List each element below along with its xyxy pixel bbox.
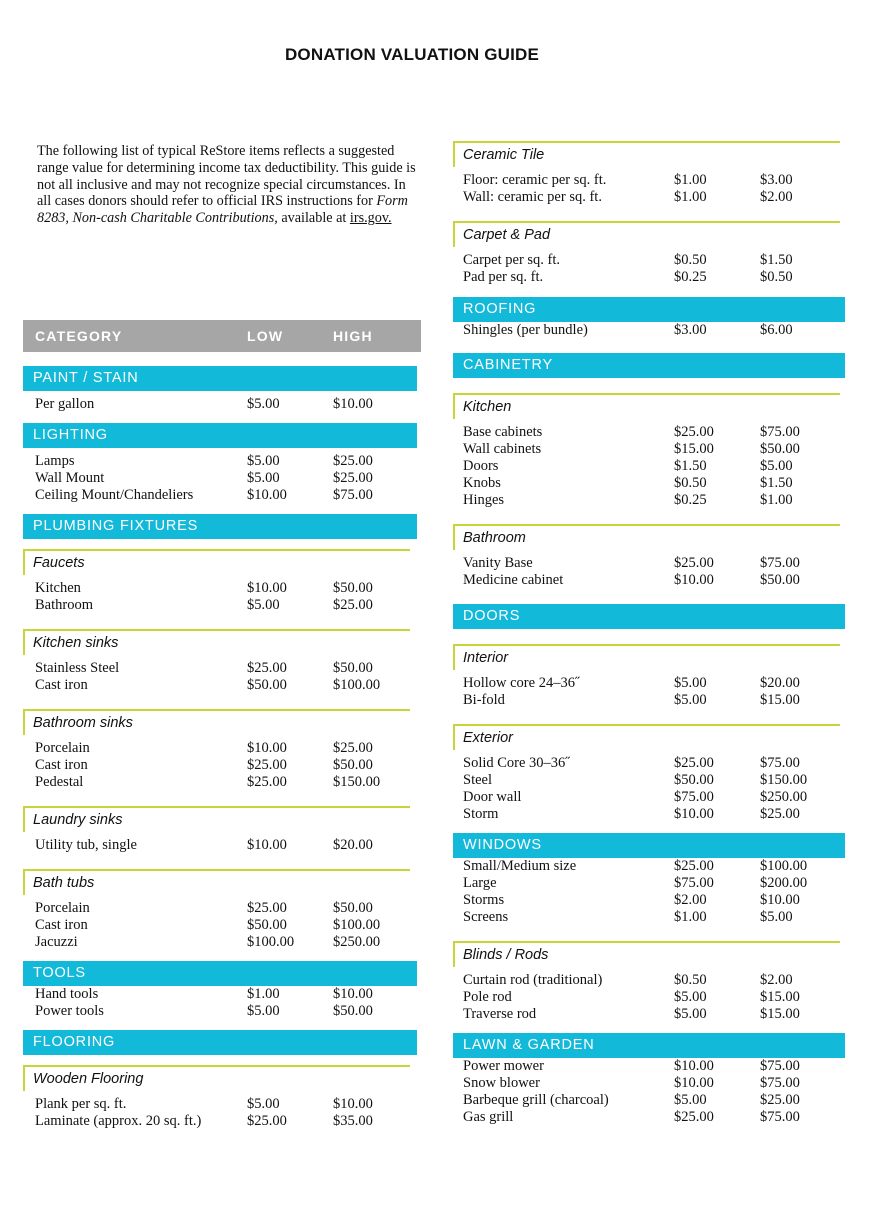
table-header: [23, 320, 421, 352]
item-high-value: $50.00: [760, 572, 800, 588]
subcategory-bathroom-sinks: Bathroom sinks: [23, 709, 410, 735]
subcategory-laundry-sinks: Laundry sinks: [23, 806, 410, 832]
item-high-value: $75.00: [760, 755, 800, 771]
item-row: [23, 1113, 417, 1130]
item-row: [23, 660, 417, 677]
item-low-value: $50.00: [247, 917, 287, 933]
item-low-value: $5.00: [247, 1096, 280, 1112]
subcategory-kitchen: Kitchen: [453, 393, 840, 419]
item-high-value: $100.00: [333, 917, 381, 933]
item-low-value: $0.25: [674, 269, 707, 285]
item-low-value: $25.00: [674, 1109, 714, 1125]
item-high-value: $10.00: [333, 396, 373, 412]
subcategory-blinds-rods: Blinds / Rods: [453, 941, 840, 967]
category-header: [23, 423, 417, 448]
category-header: [453, 604, 845, 629]
item-row: [453, 989, 845, 1006]
item-low-value: $5.00: [247, 597, 280, 613]
item-row: [23, 757, 417, 774]
item-row: [23, 900, 417, 917]
item-label: Plank per sq. ft.: [35, 1096, 127, 1112]
item-high-value: $50.00: [333, 580, 373, 596]
right-column: [453, 141, 845, 1126]
item-high-value: $25.00: [333, 740, 373, 756]
item-low-value: $50.00: [674, 772, 714, 788]
item-high-value: $1.00: [760, 492, 793, 508]
item-label: Hinges: [463, 492, 505, 508]
item-low-value: $25.00: [247, 660, 287, 676]
item-row: [453, 806, 845, 823]
item-label: Wall: ceramic per sq. ft.: [463, 189, 602, 205]
header-category: CATEGORY: [35, 328, 123, 344]
item-label: Large: [463, 875, 497, 891]
item-label: Porcelain: [35, 900, 90, 916]
item-low-value: $5.00: [247, 396, 280, 412]
item-low-value: $3.00: [674, 322, 707, 338]
item-high-value: $75.00: [760, 1109, 800, 1125]
item-low-value: $25.00: [674, 555, 714, 571]
category-header: [453, 353, 845, 378]
item-row: [23, 917, 417, 934]
subcategory-kitchen-sinks: Kitchen sinks: [23, 629, 410, 655]
item-high-value: $25.00: [333, 453, 373, 469]
item-row: [453, 172, 845, 189]
subcategory-carpet-pad: Carpet & Pad: [453, 221, 840, 247]
item-row: [453, 755, 845, 772]
category-header: [453, 833, 845, 858]
item-row: [453, 322, 845, 339]
item-high-value: $15.00: [760, 989, 800, 1005]
item-label: Jacuzzi: [35, 934, 78, 950]
item-high-value: $150.00: [760, 772, 808, 788]
item-low-value: $15.00: [674, 441, 714, 457]
item-high-value: $10.00: [333, 986, 373, 1002]
item-row: [23, 1003, 417, 1020]
category-title: LAWN & GARDEN: [463, 1037, 595, 1053]
category-header: [23, 514, 417, 539]
section-windows: [453, 833, 845, 1023]
item-low-value: $25.00: [674, 755, 714, 771]
left-column: [23, 320, 421, 1130]
item-high-value: $75.00: [333, 487, 373, 503]
item-high-value: $25.00: [333, 597, 373, 613]
item-row: [453, 875, 845, 892]
item-label: Traverse rod: [463, 1006, 537, 1022]
item-low-value: $10.00: [674, 1058, 714, 1074]
item-high-value: $25.00: [760, 1092, 800, 1108]
item-high-value: $50.00: [333, 660, 373, 676]
item-label: Doors: [463, 458, 499, 474]
item-high-value: $35.00: [333, 1113, 373, 1129]
category-title: LIGHTING: [33, 427, 108, 443]
item-label: Bathroom: [35, 597, 93, 613]
category-title: DOORS: [463, 608, 521, 624]
item-high-value: $75.00: [760, 1058, 800, 1074]
item-label: Vanity Base: [463, 555, 533, 571]
category-header: [23, 961, 417, 986]
item-high-value: $2.00: [760, 972, 793, 988]
item-row: [453, 692, 845, 709]
subcategory-wooden-flooring: Wooden Flooring: [23, 1065, 410, 1091]
item-high-value: $5.00: [760, 458, 793, 474]
item-row: [453, 441, 845, 458]
item-label: Lamps: [35, 453, 75, 469]
intro-form-reference: Form 8283, Non-cash Charitable Contributions,: [37, 193, 408, 227]
category-title: WINDOWS: [463, 837, 542, 853]
item-row: [453, 909, 845, 926]
category-title: ROOFING: [463, 301, 537, 317]
intro-text-2: available at: [277, 210, 350, 227]
intro-text: The following list of typical ReStore items reflects a suggested range value for determining income tax deductibility. This guide is not all inclusive and may not recognize special circumstances. In all cases donors should refer to official IRS instructions for: [37, 143, 416, 210]
item-low-value: $5.00: [674, 1092, 707, 1108]
section-roofing: [453, 297, 845, 339]
item-row: [23, 470, 417, 487]
section-plumbing: [23, 514, 417, 951]
item-low-value: $10.00: [247, 837, 287, 853]
item-low-value: $5.00: [247, 1003, 280, 1019]
category-header: [453, 1033, 845, 1058]
item-label: Power mower: [463, 1058, 544, 1074]
category-title: CABINETRY: [463, 357, 553, 373]
category-title: PLUMBING FIXTURES: [33, 518, 199, 534]
item-row: [453, 1075, 845, 1092]
item-high-value: $10.00: [760, 892, 800, 908]
item-high-value: $1.50: [760, 475, 793, 491]
item-row: [23, 580, 417, 597]
item-low-value: $25.00: [247, 774, 287, 790]
item-low-value: $5.00: [674, 675, 707, 691]
section-doors: [453, 604, 845, 823]
item-low-value: $10.00: [247, 487, 287, 503]
item-high-value: $20.00: [760, 675, 800, 691]
item-high-value: $20.00: [333, 837, 373, 853]
item-label: Snow blower: [463, 1075, 540, 1091]
item-low-value: $25.00: [674, 424, 714, 440]
irs-link[interactable]: irs.gov.: [349, 210, 392, 227]
item-label: Storm: [463, 806, 499, 822]
item-high-value: $250.00: [760, 789, 808, 805]
category-title: FLOORING: [33, 1034, 116, 1050]
item-high-value: $2.00: [760, 189, 793, 205]
item-low-value: $0.50: [674, 252, 707, 268]
item-row: [453, 475, 845, 492]
item-low-value: $1.00: [674, 909, 707, 925]
item-label: Laminate (approx. 20 sq. ft.): [35, 1113, 202, 1129]
item-low-value: $0.25: [674, 492, 707, 508]
item-low-value: $5.00: [674, 1006, 707, 1022]
item-row: [453, 675, 845, 692]
item-high-value: $50.00: [333, 757, 373, 773]
subcategory-faucets: Faucets: [23, 549, 410, 575]
item-label: Wall Mount: [35, 470, 105, 486]
item-row: [453, 252, 845, 269]
item-low-value: $5.00: [247, 470, 280, 486]
item-row: [453, 458, 845, 475]
category-title: PAINT / STAIN: [33, 370, 139, 386]
item-low-value: $25.00: [247, 900, 287, 916]
item-row: [23, 774, 417, 791]
item-row: [453, 1058, 845, 1075]
item-low-value: $10.00: [674, 1075, 714, 1091]
item-label: Bi-fold: [463, 692, 505, 708]
item-low-value: $1.50: [674, 458, 707, 474]
item-row: [453, 858, 845, 875]
item-low-value: $50.00: [247, 677, 287, 693]
subcategory-interior: Interior: [453, 644, 840, 670]
section-flooring: [23, 1030, 417, 1130]
item-low-value: $25.00: [674, 858, 714, 874]
item-label: Pad per sq. ft.: [463, 269, 544, 285]
item-label: Cast iron: [35, 677, 88, 693]
item-label: Power tools: [35, 1003, 104, 1019]
section-tools: [23, 961, 417, 1020]
item-high-value: $100.00: [760, 858, 808, 874]
category-header: [23, 366, 417, 391]
item-row: [453, 572, 845, 589]
item-label: Base cabinets: [463, 424, 543, 440]
section-lighting: [23, 423, 417, 504]
item-high-value: $15.00: [760, 692, 800, 708]
item-low-value: $25.00: [247, 1113, 287, 1129]
category-header: [453, 297, 845, 322]
item-high-value: $25.00: [760, 806, 800, 822]
item-high-value: $10.00: [333, 1096, 373, 1112]
item-high-value: $200.00: [760, 875, 808, 891]
item-high-value: $75.00: [760, 555, 800, 571]
item-label: Medicine cabinet: [463, 572, 564, 588]
item-row: [453, 1092, 845, 1109]
item-row: [23, 677, 417, 694]
item-label: Door wall: [463, 789, 522, 805]
item-label: Kitchen: [35, 580, 81, 596]
item-label: Cast iron: [35, 757, 88, 773]
item-label: Screens: [463, 909, 509, 925]
item-low-value: $5.00: [674, 692, 707, 708]
item-label: Ceiling Mount/Chandeliers: [35, 487, 194, 503]
item-row: [23, 487, 417, 504]
item-label: Knobs: [463, 475, 501, 491]
item-label: Hand tools: [35, 986, 99, 1002]
item-label: Storms: [463, 892, 505, 908]
section-cabinetry: [453, 353, 845, 589]
section-paint: [23, 366, 417, 413]
item-label: Hollow core 24–36˝: [463, 675, 580, 691]
category-title: TOOLS: [33, 965, 86, 981]
item-label: Porcelain: [35, 740, 90, 756]
item-low-value: $10.00: [247, 740, 287, 756]
item-high-value: $100.00: [333, 677, 381, 693]
item-label: Steel: [463, 772, 492, 788]
item-label: Pedestal: [35, 774, 84, 790]
item-row: [23, 453, 417, 470]
item-label: Carpet per sq. ft.: [463, 252, 561, 268]
item-high-value: $3.00: [760, 172, 793, 188]
item-row: [453, 189, 845, 206]
item-row: [453, 269, 845, 286]
item-low-value: $1.00: [674, 172, 707, 188]
header-low: LOW: [247, 328, 284, 344]
item-row: [23, 740, 417, 757]
subcategory-bath-tubs: Bath tubs: [23, 869, 410, 895]
item-high-value: $75.00: [760, 424, 800, 440]
intro-paragraph: [37, 143, 417, 227]
item-low-value: $5.00: [674, 989, 707, 1005]
item-row: [453, 892, 845, 909]
item-high-value: $50.00: [760, 441, 800, 457]
subcategory-ceramic-tile: Ceramic Tile: [453, 141, 840, 167]
item-row: [23, 986, 417, 1003]
item-label: Wall cabinets: [463, 441, 542, 457]
item-label: Utility tub, single: [35, 837, 137, 853]
item-low-value: $1.00: [247, 986, 280, 1002]
item-row: [23, 934, 417, 951]
item-low-value: $10.00: [674, 806, 714, 822]
item-row: [23, 396, 417, 413]
header-high: HIGH: [333, 328, 373, 344]
item-row: [453, 1006, 845, 1023]
item-row: [453, 555, 845, 572]
item-high-value: $75.00: [760, 1075, 800, 1091]
subcategory-exterior: Exterior: [453, 724, 840, 750]
item-label: Small/Medium size: [463, 858, 577, 874]
item-high-value: $50.00: [333, 900, 373, 916]
item-row: [453, 789, 845, 806]
item-label: Stainless Steel: [35, 660, 120, 676]
section-lawn-garden: [453, 1033, 845, 1126]
item-label: Floor: ceramic per sq. ft.: [463, 172, 607, 188]
item-label: Barbeque grill (charcoal): [463, 1092, 609, 1108]
item-label: Per gallon: [35, 396, 95, 412]
item-low-value: $100.00: [247, 934, 295, 950]
item-high-value: $5.00: [760, 909, 793, 925]
item-low-value: $75.00: [674, 875, 714, 891]
item-high-value: $6.00: [760, 322, 793, 338]
item-row: [453, 424, 845, 441]
page-title: DONATION VALUATION GUIDE: [284, 45, 540, 64]
subcategory-bathroom: Bathroom: [453, 524, 840, 550]
item-low-value: $0.50: [674, 972, 707, 988]
item-row: [23, 837, 417, 854]
item-label: Curtain rod (traditional): [463, 972, 603, 988]
item-row: [453, 772, 845, 789]
item-low-value: $75.00: [674, 789, 714, 805]
item-row: [23, 597, 417, 614]
item-low-value: $10.00: [247, 580, 287, 596]
item-low-value: $1.00: [674, 189, 707, 205]
item-label: Gas grill: [463, 1109, 514, 1125]
item-row: [453, 972, 845, 989]
item-high-value: $150.00: [333, 774, 381, 790]
item-row: [453, 492, 845, 509]
item-label: Cast iron: [35, 917, 88, 933]
item-label: Solid Core 30–36˝: [463, 755, 571, 771]
item-high-value: $15.00: [760, 1006, 800, 1022]
item-high-value: $25.00: [333, 470, 373, 486]
item-low-value: $0.50: [674, 475, 707, 491]
item-high-value: $50.00: [333, 1003, 373, 1019]
category-header: [23, 1030, 417, 1055]
item-low-value: $2.00: [674, 892, 707, 908]
item-low-value: $5.00: [247, 453, 280, 469]
item-row: [23, 1096, 417, 1113]
item-label: Shingles (per bundle): [463, 322, 588, 338]
item-high-value: $0.50: [760, 269, 793, 285]
item-high-value: $250.00: [333, 934, 381, 950]
item-row: [453, 1109, 845, 1126]
item-low-value: $25.00: [247, 757, 287, 773]
item-low-value: $10.00: [674, 572, 714, 588]
item-label: Pole rod: [463, 989, 512, 1005]
item-high-value: $1.50: [760, 252, 793, 268]
